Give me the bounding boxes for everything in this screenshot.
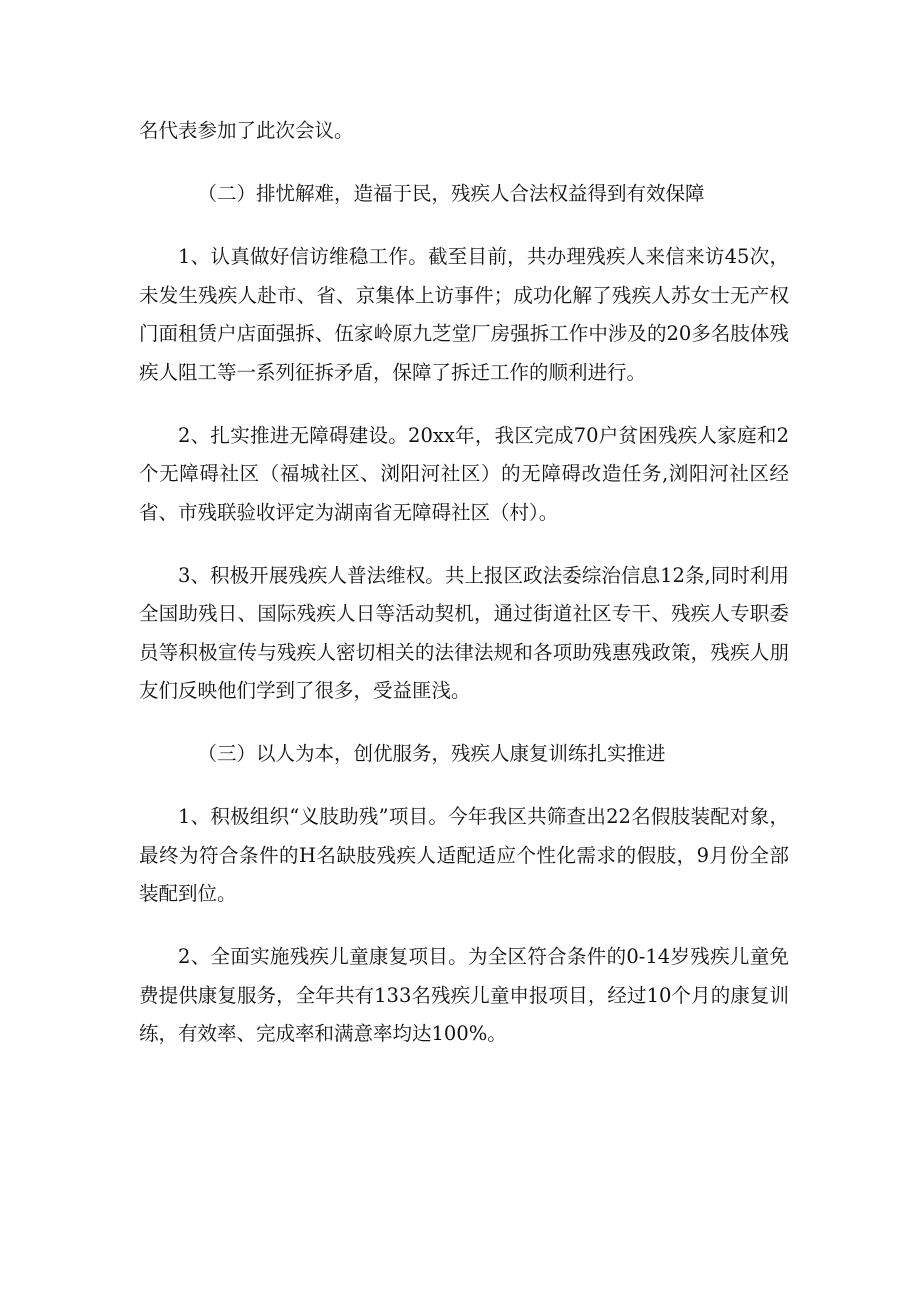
- paragraph-continuation: 名代表参加了此次会议。: [139, 119, 354, 142]
- paragraph-legal-rights: 3、积极开展残疾人普法维权。共上报区政法委综治信息12条,同时利用全国助残日、国际残疾人日等活动契机，通过街道社区专干、残疾人专职委员等积极宣传与残疾人密切相关的法律法规和各项助残惠残政策，残疾人朋友们反映他们学到了很多，受益匪浅。: [139, 563, 789, 702]
- paragraph-child-rehab: 2、全面实施残疾儿童康复项目。为全区符合条件的0-14岁残疾儿童免费提供康复服务，全年共有133名残疾儿童申报项目，经过10个月的康复训练，有效率、完成率和满意率均达100%。: [139, 945, 789, 1045]
- section-heading-3: （三）以人为本，创优服务，残疾人康复训练扎实推进: [197, 742, 666, 765]
- section-heading-2: （二）排忧解难，造福于民，残疾人合法权益得到有效保障: [197, 182, 705, 205]
- paragraph-petition: 1、认真做好信访维稳工作。截至目前，共办理残疾人来信来访45次，未发生残疾人赴市、省、京集体上访事件；成功化解了残疾人苏女士无产权门面租赁户店面强拆、伍家岭原九芝堂厂房强拆工作中涉及的20多名肢体残疾人阻工等一系列征拆矛盾，保障了拆迁工作的顺利进行。: [139, 245, 789, 384]
- paragraph-prosthetics: 1、积极组织“义肢助残”项目。今年我区共筛查出22名假肢装配对象，最终为符合条件的H名缺肢残疾人适配适应个性化需求的假肢，9月份全部装配到位。: [139, 805, 789, 905]
- document-body: [139, 112, 789, 1078]
- paragraph-accessibility: 2、扎实推进无障碍建设。20xx年，我区完成70户贫困残疾人家庭和2个无障碍社区（福城社区、浏阳河社区）的无障碍改造任务,浏阳河社区经省、市残联验收评定为湖南省无障碍社区（村）。: [139, 423, 789, 524]
